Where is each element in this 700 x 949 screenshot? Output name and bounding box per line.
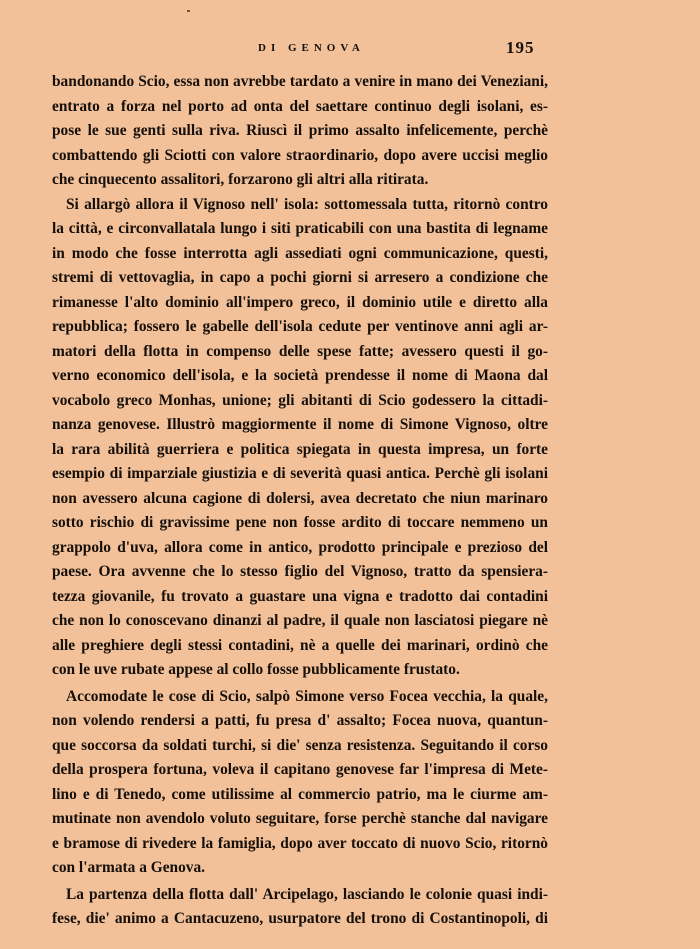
text-line: entrato a forza nel porto ad onta del saettare continuo degli isolani, es-	[52, 97, 548, 115]
text-line: non volendo rendersi a patti, fu presa d' assalto; Focea nuova, quantun-	[52, 712, 548, 729]
paragraph	[52, 70, 548, 193]
paragraph	[52, 685, 548, 881]
text-line: la rara abilità guerriera e politica spiegata in questa impresa, un forte	[52, 440, 548, 458]
paragraph	[52, 883, 548, 932]
text-line: alle preghiere degli stessi contadini, nè a quelle dei marinari, ordinò che	[52, 636, 548, 654]
text-line: della prospera fortuna, voleva il capitano genovese far l'impresa di Mete-	[52, 761, 548, 778]
text-line: grappolo d'uva, allora come in antico, prodotto principale e prezioso del	[52, 538, 548, 556]
text-line: verno economico dell'isola, e la società prendesse il nome di Maona dal	[52, 367, 548, 384]
body-text	[52, 70, 548, 932]
text-line: nanza genovese. Illustrò maggiormente il nome di Simone Vignoso, oltre	[52, 416, 548, 433]
text-line: esempio di imparziale giustizia e di severità quasi antica. Perchè gli isolani	[52, 465, 548, 482]
text-line: que soccorsa da soldati turchi, si die' senza resistenza. Seguitando il corso	[52, 736, 548, 754]
text-line: che non lo conoscevano dinanzi al padre, il quale non lasciatosi piegare nè	[52, 612, 548, 629]
ink-speck	[187, 10, 190, 12]
text-line: con le uve rubate appese al collo fosse pubblicamente frustato.	[52, 661, 460, 678]
text-line: combattendo gli Sciotti con valore straordinario, dopo avere uccisi meglio	[52, 146, 548, 164]
text-line: pose le sue genti sulla riva. Riuscì il primo assalto infelicemente, perchè	[52, 122, 548, 139]
text-line: che cinquecento assalitori, forzarono gli altri alla ritirata.	[52, 171, 429, 188]
text-line: Accomodate le cose di Scio, salpò Simone verso Focea vecchia, la quale,	[66, 687, 548, 705]
text-line: La partenza della flotta dall' Arcipelago, lasciando le colonie quasi indi-	[66, 885, 548, 903]
text-line: la città, e circonvallatala lungo i siti praticabili con una bastita di legname	[52, 220, 548, 237]
text-line: lino e di Tenedo, come utilissime al commercio patrio, ma le ciurme am-	[52, 785, 548, 803]
text-line: mutinate non avendolo voluto seguitare, forse perchè stanche dal navigare	[52, 810, 548, 827]
text-line: tezza giovanile, fu trovato a guastare una vigna e tradotto dai contadini	[52, 587, 548, 605]
text-line: sotto rischio di gravissime pene non fosse ardito di toccare nemmeno un	[52, 514, 548, 531]
text-line: bandonando Scio, essa non avrebbe tardato a venire in mano dei Veneziani,	[52, 73, 548, 90]
text-line: con l'armata a Genova.	[52, 859, 206, 876]
text-line: repubblica; fossero le gabelle dell'isola cedute per ventinove anni agli ar-	[52, 318, 548, 335]
text-line: in modo che fosse interrotta agli assediati ogni communicazione, questi,	[52, 244, 548, 262]
text-line: fese, die' animo a Cantacuzeno, usurpatore del trono di Costantinopoli, di	[52, 910, 548, 927]
page-number: 195	[506, 38, 535, 57]
text-line: stremi di vettovaglia, in capo a pochi giorni si arresero a condizione che	[52, 269, 548, 286]
text-line: rimanesse l'alto dominio all'impero greco, il dominio utile e diretto alla	[52, 293, 548, 311]
paragraph	[52, 193, 548, 683]
text-line: non avessero alcuna cagione di dolersi, avea decretato che niun marinaro	[52, 489, 548, 507]
text-line: matori della flotta in compenso delle spese fatte; avessero questi il go-	[52, 342, 548, 360]
text-line: paese. Ora avvenne che lo stesso figlio del Vignoso, tratto da spensiera-	[52, 563, 548, 580]
text-line: e bramose di rivedere la famiglia, dopo aver toccato di nuovo Scio, ritornò	[52, 834, 548, 852]
text-line: Si allargò allora il Vignoso nell' isola: sottomessala tutta, ritornò contro	[66, 195, 548, 213]
running-title: DI GENOVA	[258, 42, 365, 54]
text-line: vocabolo greco Monhas, unione; gli abitanti di Scio godessero la cittadi-	[52, 391, 548, 409]
